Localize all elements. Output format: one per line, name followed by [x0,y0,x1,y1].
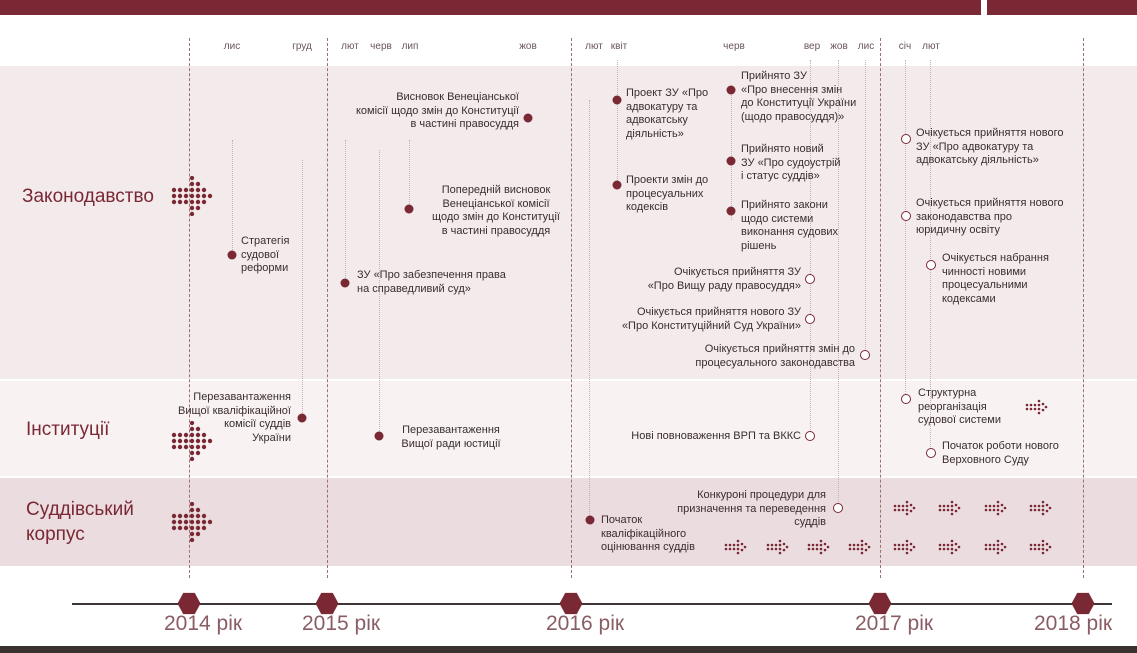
event-label: Очікується прийняття змін до процесуального законодавства [695,343,855,369]
small-dotted-arrow-icon [724,538,748,556]
year-divider-2014 [189,38,190,578]
event-label: Очікується набрання чинності новими процесуальними кодексами [942,252,1049,305]
event-label: Початок роботи нового Верховного Суду [942,440,1059,466]
event-label: Очікується прийняття нового ЗУ «Про адвокатуру та адвокатську діяльність» [916,127,1064,166]
month-label: черв [370,41,392,52]
event-label: Проекти змін до процесуальних кодексів [626,174,709,213]
year-label-2017: 2017 рік [855,612,934,635]
month-line [232,140,233,252]
event-label: Перезавантаження Вищої кваліфікаційної комісії суддів України [178,391,291,444]
event-label: Стратегія судової реформи [241,235,290,274]
event-dot [727,207,736,216]
month-label: лис [223,41,241,52]
event-open-dot [901,394,911,404]
month-line [905,60,906,400]
event-label: Попередній висновок Венеціанської комісії щодо змін до Конституції в частині правосуддя [432,184,560,237]
event-label: Прийнято ЗУ «Про внесення змін до Конституції України (щодо правосуддя)» [741,70,857,123]
year-divider-2017 [880,38,881,578]
event-dot [341,279,350,288]
dotted-arrow-icon [170,502,216,542]
event-label: Очікується прийняття нового ЗУ «Про Конституційний Суд України» [621,306,801,332]
year-divider-2016 [571,38,572,578]
month-line [302,160,303,415]
event-open-dot [805,314,815,324]
event-label: Проект ЗУ «Про адвокатуру та адвокатську діяльність» [626,87,709,140]
event-label: Перезавантаження Вищої ради юстиції [401,424,501,450]
month-line [345,140,346,280]
year-divider-2015 [327,38,328,578]
month-label: лют [585,41,603,52]
event-dot [613,181,622,190]
month-label: лют [922,41,940,52]
small-dotted-arrow-icon [938,499,962,517]
small-dotted-arrow-icon [1029,538,1053,556]
event-open-dot [901,211,911,221]
year-label-2014: 2014 рік [164,612,243,635]
small-dotted-arrow-icon [766,538,790,556]
small-dotted-arrow-icon [984,538,1008,556]
event-open-dot [901,134,911,144]
event-open-dot [860,350,870,360]
event-label: Початок кваліфікаційного оцінювання суддів [601,514,695,553]
dotted-arrow-icon [170,176,216,216]
month-label: вер [803,41,821,52]
month-label: квіт [610,41,628,52]
month-label: лют [341,41,359,52]
month-label: груд [292,41,312,52]
month-label: січ [898,41,912,52]
event-label: Прийнято закони щодо системи виконання судових рішень [741,199,839,252]
event-open-dot [805,431,815,441]
event-label: Конкуроні процедури для призначення та переведення суддів [677,489,826,528]
event-dot [375,432,384,441]
event-dot [228,251,237,260]
event-open-dot [833,503,843,513]
small-dotted-arrow-icon [1029,499,1053,517]
event-dot [613,96,622,105]
year-label-2018: 2018 рік [1034,612,1113,635]
month-line [409,140,410,208]
year-divider-2018 [1083,38,1084,578]
month-label: лис [857,41,875,52]
event-label: Нові повноваження ВРП та ВККС [631,430,801,442]
small-dotted-arrow-icon [938,538,962,556]
event-label: Структурна реорганізація судової системи [918,387,1002,426]
section-institutions-title: Інституції [26,419,110,440]
header-bar-right [987,0,1137,15]
header-bar [0,0,981,15]
bottom-strip [0,646,1137,653]
section-legislation-title: Законодавство [22,186,154,207]
event-dot [524,114,533,123]
month-label: лип [401,41,419,52]
event-dot [586,516,595,525]
section-judges-title: Суддівський корпус [26,499,134,545]
event-label: Висновок Венеціанської комісії щодо змін до Конституції в частині правосуддя [355,91,519,130]
month-line [865,60,866,355]
event-open-dot [926,448,936,458]
event-open-dot [926,260,936,270]
event-label: Прийнято новий ЗУ «Про судоустрій і статус суддів» [741,143,841,182]
small-dotted-arrow-icon [984,499,1008,517]
small-dotted-arrow-icon [893,538,917,556]
small-dotted-arrow-icon [807,538,831,556]
event-label: ЗУ «Про забезпечення права на справедливий суд» [357,269,506,295]
year-label-2015: 2015 рік [302,612,381,635]
event-dot [405,205,414,214]
event-open-dot [805,274,815,284]
event-label: Очікується прийняття нового законодавства про юридичну освіту [916,197,1064,236]
event-dot [727,157,736,166]
month-line [617,60,618,185]
month-label: черв [723,41,745,52]
month-line [838,60,839,508]
month-label: жов [830,41,848,52]
small-dotted-arrow-icon [1025,398,1049,416]
event-dot [727,86,736,95]
timeline-axis [72,603,1112,605]
small-dotted-arrow-icon [893,499,917,517]
month-label: жов [519,41,537,52]
event-label: Очікується прийняття ЗУ «Про Вищу раду правосуддя» [647,266,801,292]
small-dotted-arrow-icon [848,538,872,556]
event-dot [298,414,307,423]
year-label-2016: 2016 рік [546,612,625,635]
month-line [731,90,732,220]
